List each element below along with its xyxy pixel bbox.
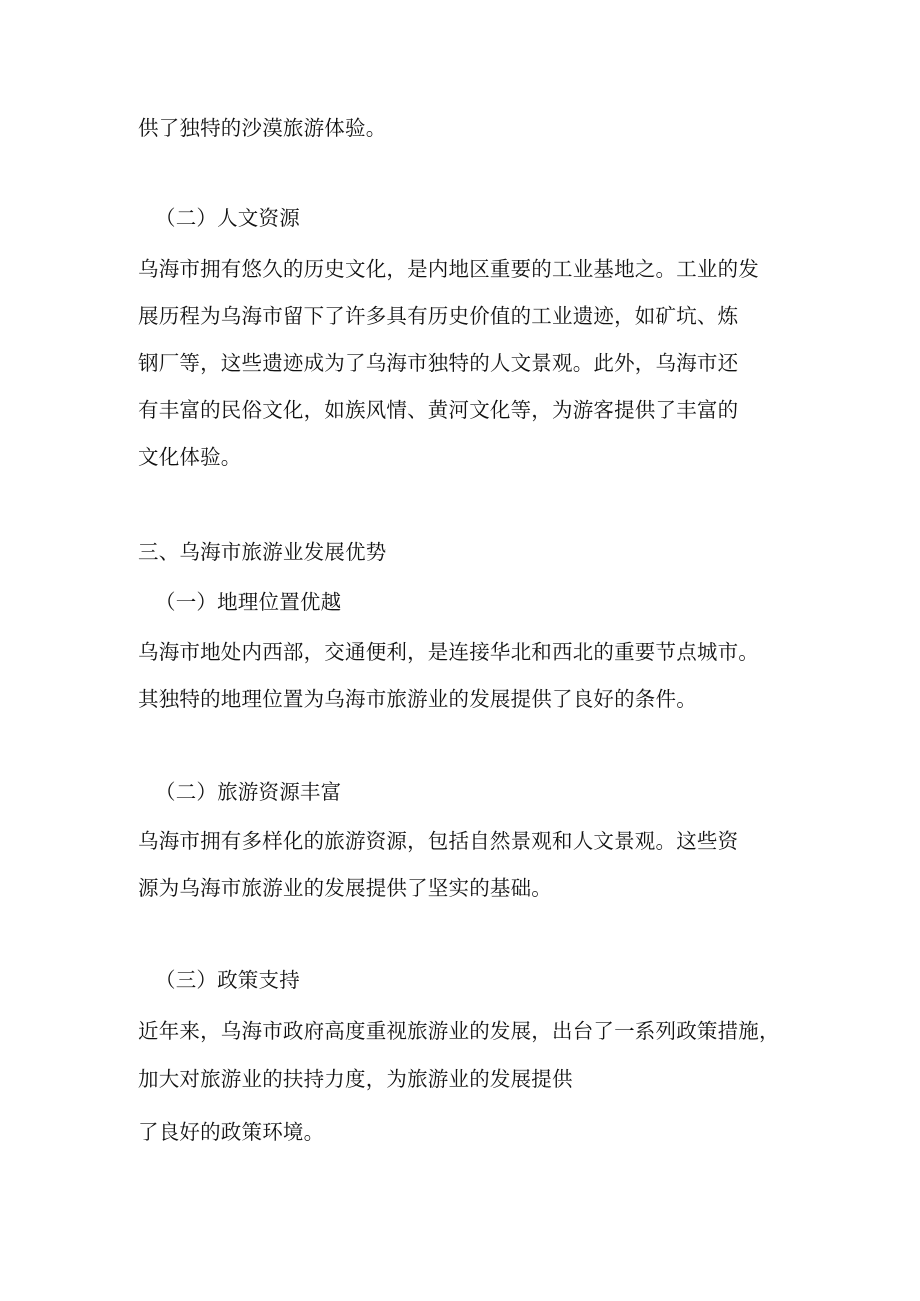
section-heading-location: （一）地理位置优越 — [155, 590, 342, 614]
paragraph-line: 源为乌海市旅游业的发展提供了坚实的基础。 — [138, 876, 552, 900]
section-heading-humanities: （二）人文资源 — [155, 206, 300, 230]
paragraph-line: 钢厂等，这些遗迹成为了乌海市独特的人文景观。此外，乌海市还 — [138, 351, 739, 375]
paragraph-line: 有丰富的民俗文化，如族风情、黄河文化等，为游客提供了丰富的 — [138, 398, 739, 422]
chapter-heading-advantages: 三、乌海市旅游业发展优势 — [138, 540, 387, 564]
paragraph-line: 加大对旅游业的扶持力度，为旅游业的发展提供 — [138, 1067, 573, 1091]
paragraph-line: 供了独特的沙漠旅游体验。 — [138, 116, 387, 140]
paragraph-line: 文化体验。 — [138, 445, 242, 469]
paragraph-line: 乌海市地处内西部，交通便利，是连接华北和西北的重要节点城市。 — [138, 640, 759, 664]
paragraph-line: 乌海市拥有多样化的旅游资源，包括自然景观和人文景观。这些资 — [138, 829, 739, 853]
paragraph-line: 其独特的地理位置为乌海市旅游业的发展提供了良好的条件。 — [138, 687, 697, 711]
paragraph-line: 近年来，乌海市政府高度重视旅游业的发展，出台了一系列政策措施， — [138, 1019, 780, 1043]
section-heading-resources: （二）旅游资源丰富 — [155, 780, 342, 804]
paragraph-line: 乌海市拥有悠久的历史文化，是内地区重要的工业基地之。工业的发 — [138, 257, 759, 281]
section-heading-policy: （三）政策支持 — [155, 968, 300, 992]
paragraph-line: 了良好的政策环境。 — [138, 1120, 325, 1144]
paragraph-line: 展历程为乌海市留下了许多具有历史价值的工业遗迹，如矿坑、炼 — [138, 304, 739, 328]
